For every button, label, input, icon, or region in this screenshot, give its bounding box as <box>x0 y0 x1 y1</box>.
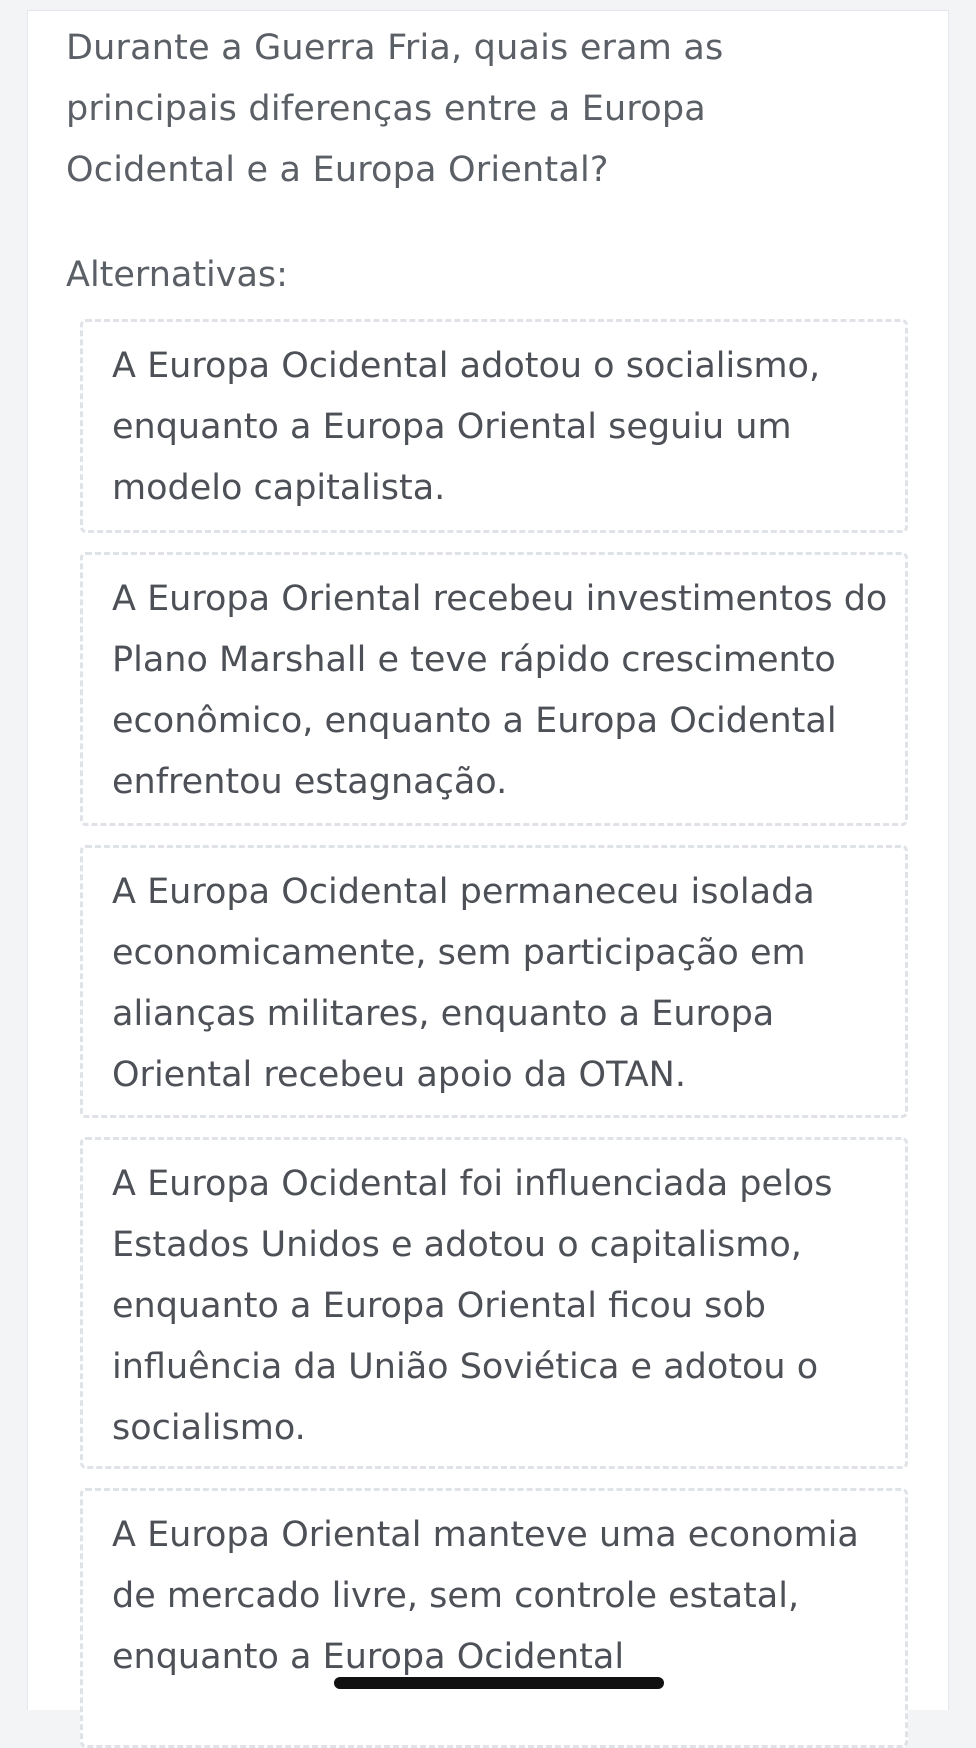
alternative-option-d[interactable] <box>80 1137 908 1469</box>
alternative-option-b[interactable] <box>80 552 908 826</box>
alternative-option-e-text: A Europa Oriental manteve uma economia de mercado livre, sem controle estatal, enquanto a Europa Ocidental <box>112 1515 859 1677</box>
alternative-option-a-text: A Europa Ocidental adotou o socialismo, enquanto a Europa Oriental seguiu um modelo capitalista. <box>112 346 821 508</box>
alternative-option-b-text: A Europa Oriental recebeu investimentos do Plano Marshall e teve rápido crescimento econômico, enquanto a Europa Ocidental enfrentou estagnação. <box>112 579 888 802</box>
alternative-option-e[interactable] <box>80 1488 908 1748</box>
alternative-option-a[interactable] <box>80 319 908 533</box>
alternative-option-c[interactable] <box>80 845 908 1118</box>
alternatives-label: Alternativas: <box>66 255 288 295</box>
question-text: Durante a Guerra Fria, quais eram as principais diferenças entre a Europa Ocidental e a Europa Oriental? <box>66 28 724 190</box>
home-indicator[interactable] <box>334 1677 664 1689</box>
alternative-option-d-text: A Europa Ocidental foi influenciada pelos Estados Unidos e adotou o capitalismo, enquanto a Europa Oriental ficou sob influência da União Soviética e adotou o socialismo. <box>112 1164 833 1448</box>
alternative-option-c-text: A Europa Ocidental permaneceu isolada economicamente, sem participação em alianças militares, enquanto a Europa Oriental recebeu apoio da OTAN. <box>112 872 815 1095</box>
